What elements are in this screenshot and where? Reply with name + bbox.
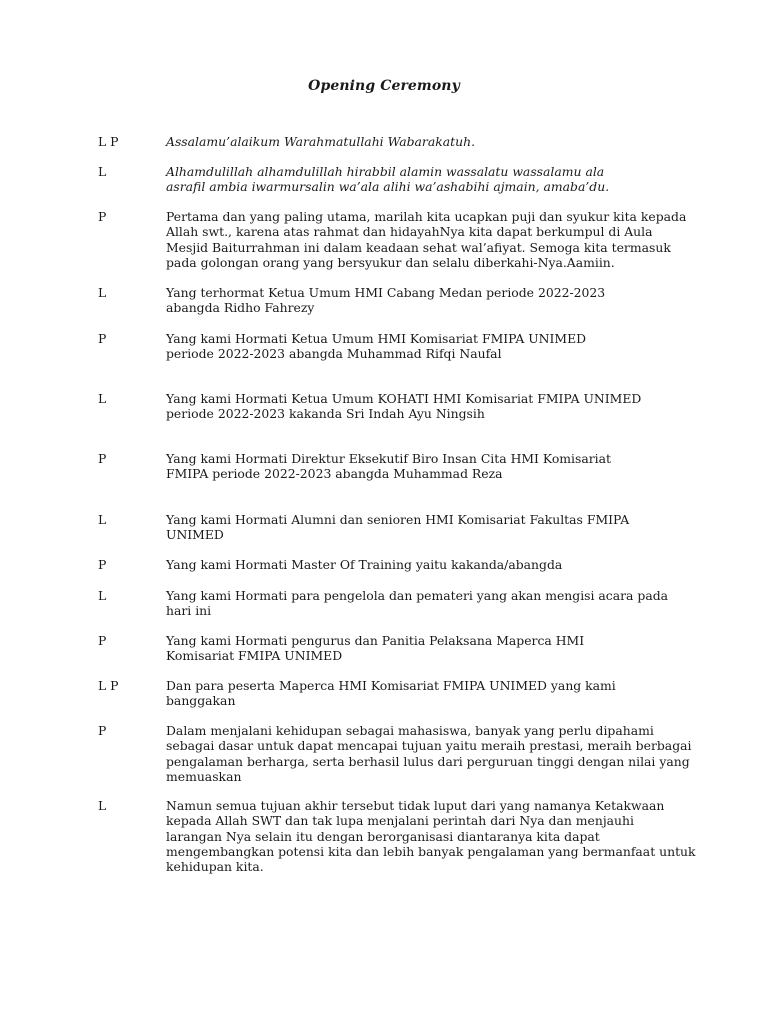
entry-text-line: UNIMED bbox=[166, 527, 224, 543]
entry-text-line: periode 2022-2023 kakanda Sri Indah Ayu Ningsih bbox=[166, 406, 485, 422]
entry-text-line: Pertama dan yang paling utama, marilah kita ucapkan puji dan syukur kita kepada bbox=[166, 209, 687, 224]
entry-text-line: Yang kami Hormati Alumni dan senioren HMI Komisariat Fakultas FMIPA bbox=[166, 512, 630, 527]
entry-text bbox=[166, 588, 676, 619]
entry-text bbox=[166, 331, 676, 362]
speaker-label: P bbox=[98, 451, 107, 466]
entry-text-line: pada golongan orang yang bersyukur dan selalu diberkahi-Nya.Aamiin. bbox=[166, 254, 615, 270]
entry-text-line: kehidupan kita. bbox=[166, 859, 264, 875]
entry-text bbox=[166, 209, 687, 270]
entry-text bbox=[166, 512, 676, 543]
entry-text-line: memuaskan bbox=[166, 768, 242, 784]
speaker-label: L bbox=[98, 164, 107, 179]
speaker-label: L P bbox=[98, 678, 119, 693]
speaker-label: P bbox=[98, 331, 107, 346]
entry-text bbox=[166, 391, 676, 422]
entry-text-line: Yang kami Hormati Ketua Umum HMI Komisariat FMIPA UNIMED bbox=[166, 331, 587, 346]
entry-text bbox=[166, 678, 676, 709]
entry-text-line: Yang kami Hormati para pengelola dan pemateri yang akan mengisi acara pada bbox=[166, 588, 669, 603]
entry-text-line: Dan para peserta Maperca HMI Komisariat FMIPA UNIMED yang kami bbox=[166, 678, 616, 693]
entry-text-line: Yang kami Hormati Master Of Training yaitu kakanda/abangda bbox=[166, 557, 563, 572]
speaker-label: P bbox=[98, 723, 107, 738]
entry-text bbox=[166, 798, 696, 875]
entry-text-line: mengembangkan potensi kita dan lebih banyak pengalaman yang bermanfaat untuk bbox=[166, 843, 696, 859]
entry-text-line: pengalaman berharga, serta berhasil lulus dari perguruan tinggi dengan nilai yang bbox=[166, 753, 690, 769]
entry-text bbox=[166, 134, 676, 149]
entry-text bbox=[166, 285, 676, 316]
speaker-label: L bbox=[98, 588, 107, 603]
entry-text-line: asrafil ambia iwarmursalin wa’ala alihi wa’ashabihi ajmain, amaba’du. bbox=[166, 179, 610, 195]
entry-text-line: sebagai dasar untuk dapat mencapai tujuan yaitu meraih prestasi, meraih berbagai bbox=[166, 738, 692, 754]
speaker-label: L bbox=[98, 285, 107, 300]
entry-text-line: Yang terhormat Ketua Umum HMI Cabang Medan periode 2022-2023 bbox=[166, 285, 606, 300]
entry-text bbox=[166, 164, 676, 195]
entry-text-line: banggakan bbox=[166, 693, 236, 709]
entry-text bbox=[166, 723, 692, 784]
speaker-label: P bbox=[98, 557, 107, 572]
entry-text-line: Assalamu’alaikum Warahmatullahi Wabarakatuh. bbox=[166, 134, 476, 149]
entry-text-line: Yang kami Hormati Ketua Umum KOHATI HMI Komisariat FMIPA UNIMED bbox=[166, 391, 642, 406]
entry-text bbox=[166, 451, 676, 482]
entry-text bbox=[166, 557, 676, 572]
entry-text bbox=[166, 633, 676, 664]
entry-text-line: kepada Allah SWT dan tak lupa menjalani perintah dari Nya dan menjauhi bbox=[166, 813, 634, 829]
entry-text-line: abangda Ridho Fahrezy bbox=[166, 300, 315, 316]
entry-text-line: FMIPA periode 2022-2023 abangda Muhammad Reza bbox=[166, 466, 503, 482]
entry-text-line: Dalam menjalani kehidupan sebagai mahasiswa, banyak yang perlu dipahami bbox=[166, 723, 654, 738]
entry-text-line: Komisariat FMIPA UNIMED bbox=[166, 648, 343, 664]
entry-text-line: Yang kami Hormati Direktur Eksekutif Biro Insan Cita HMI Komisariat bbox=[166, 451, 611, 466]
speaker-label: P bbox=[98, 633, 107, 648]
entry-text-line: Allah swt., karena atas rahmat dan hidayahNya kita dapat berkumpul di Aula bbox=[166, 224, 653, 240]
speaker-label: L bbox=[98, 391, 107, 406]
entry-text-line: periode 2022-2023 abangda Muhammad Rifqi Naufal bbox=[166, 346, 502, 362]
speaker-label: L bbox=[98, 798, 107, 813]
entry-text-line: Yang kami Hormati pengurus dan Panitia Pelaksana Maperca HMI bbox=[166, 633, 585, 648]
entry-text-line: hari ini bbox=[166, 603, 212, 619]
entry-text-line: Namun semua tujuan akhir tersebut tidak luput dari yang namanya Ketakwaan bbox=[166, 798, 665, 813]
speaker-label: P bbox=[98, 209, 107, 224]
entry-text-line: Alhamdulillah alhamdulillah hirabbil alamin wassalatu wassalamu ala bbox=[166, 164, 605, 179]
entry-text-line: Mesjid Baiturrahman ini dalam keadaan sehat wal’afiyat. Semoga kita termasuk bbox=[166, 239, 671, 255]
entry-text-line: larangan Nya selain itu dengan berorganisasi diantaranya kita dapat bbox=[166, 828, 600, 844]
document-title: Opening Ceremony bbox=[308, 78, 460, 94]
speaker-label: L P bbox=[98, 134, 119, 149]
speaker-label: L bbox=[98, 512, 107, 527]
